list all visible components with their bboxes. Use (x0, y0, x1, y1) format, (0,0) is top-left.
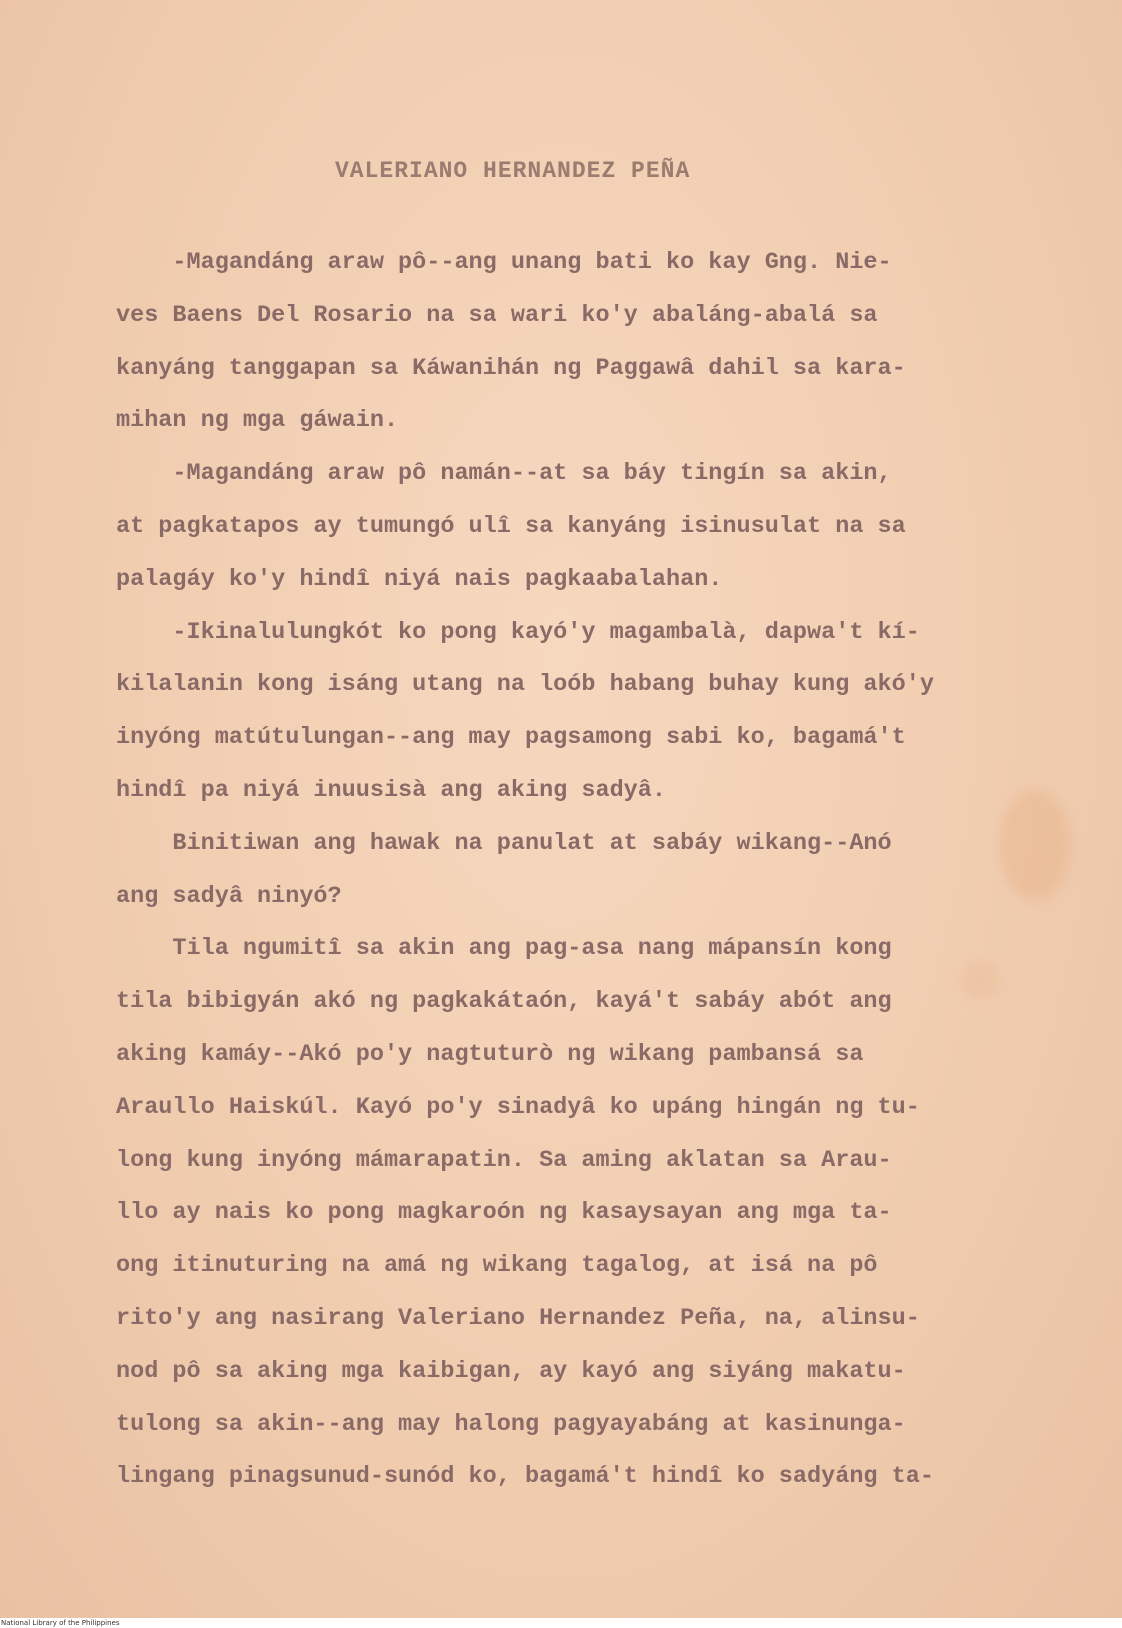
text-line: Tila ngumitî sa akin ang pag-asa nang mápansín kong (116, 935, 892, 963)
text-line: hindî pa niyá inuusisà ang aking sadyâ. (116, 776, 666, 804)
text-line: ong itinuturing na amá ng wikang tagalog, at isá na pô (116, 1252, 878, 1280)
library-credit: National Library of the Philippines (1, 1619, 120, 1627)
text-line: -Magandáng araw pô--ang unang bati ko kay Gng. Nie- (116, 249, 892, 276)
text-line: at pagkatapos ay tumungó ulî sa kanyáng isinusulat na sa (116, 512, 906, 540)
text-line: nod pô sa aking mga kaibigan, ay kayó ang siyáng makatu- (116, 1357, 906, 1385)
text-line: llo ay nais ko pong magkaroón ng kasaysayan ang mga ta- (116, 1199, 892, 1227)
text-line: inyóng matútulungan--ang may pagsamong sabi ko, bagamá't (116, 724, 906, 752)
document-title: VALERIANO HERNANDEZ PEÑA (335, 158, 691, 184)
text-line: tulong sa akin--ang may halong pagyayabáng at kasinunga- (116, 1410, 906, 1438)
text-line: kilalanin kong isáng utang na loób habang buhay kung akó'y (116, 671, 934, 699)
text-line: palagáy ko'y hindî niyá nais pagkaabalahan. (116, 565, 723, 593)
document-body (116, 237, 1036, 1504)
text-line: Araullo Haiskúl. Kayó po'y sinadyâ ko upáng hingán ng tu- (116, 1093, 920, 1121)
text-line: mihan ng mga gáwain. (116, 407, 399, 435)
text-line: long kung inyóng mámarapatin. Sa aming aklatan sa Arau- (116, 1146, 892, 1174)
text-line: Binitiwan ang hawak na panulat at sabáy wikang--Anó (116, 829, 892, 857)
text-line: ves Baens Del Rosario na sa wari ko'y abaláng-abalá sa (116, 301, 878, 329)
text-line: kanyáng tanggapan sa Káwanihán ng Paggawâ dahil sa kara- (116, 354, 906, 382)
text-line: aking kamáy--Akó po'y nagtuturò ng wikang pambansá sa (116, 1040, 864, 1068)
text-line: ang sadyâ ninyó? (116, 882, 342, 910)
text-line: lingang pinagsunud-sunód ko, bagamá't hindî ko sadyáng ta- (116, 1463, 934, 1491)
footer-bar (0, 1618, 1122, 1628)
text-line: tila bibigyán akó ng pagkakátaón, kayá't sabáy abót ang (116, 988, 892, 1016)
text-line: -Ikinalulungkót ko pong kayó'y magambalà, dapwa't kí- (116, 618, 920, 646)
text-line: rito'y ang nasirang Valeriano Hernandez Peña, na, alinsu- (116, 1304, 920, 1332)
text-line: -Magandáng araw pô namán--at sa báy tingín sa akin, (116, 460, 892, 488)
